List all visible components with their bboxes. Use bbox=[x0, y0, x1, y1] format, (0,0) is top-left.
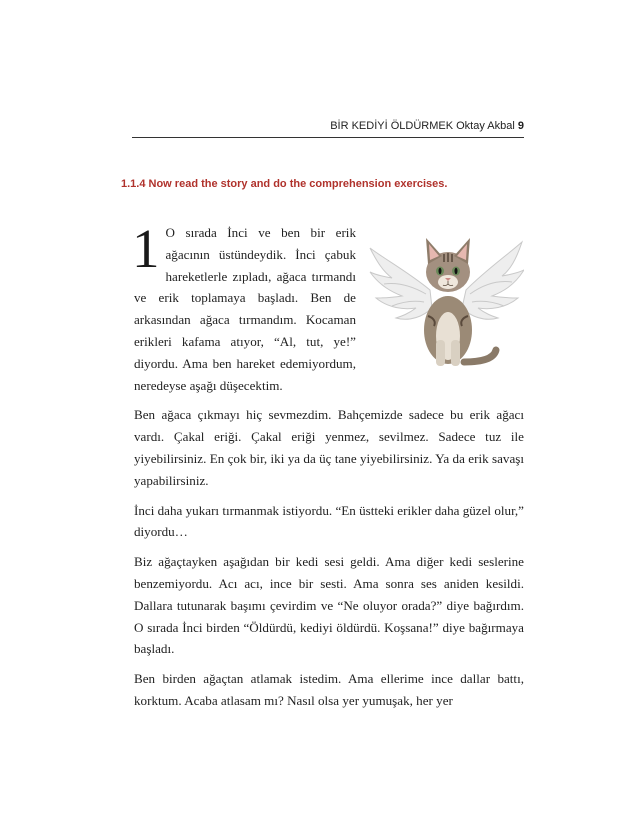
story-text bbox=[132, 218, 524, 720]
paragraph-3: İnci daha yukarı tırmanmak istiyordu. “En üstteki erikler daha güzel olur,” diyordu… bbox=[134, 502, 524, 540]
page-number: 9 bbox=[517, 120, 524, 132]
header-rule bbox=[132, 137, 524, 138]
section-heading: 1.1.4 Now read the story and do the comprehension exercises. bbox=[121, 178, 448, 190]
running-title: BİR KEDİYİ ÖLDÜRMEK Oktay Akbal bbox=[330, 120, 515, 132]
paragraph-1-text: O sırada İnci ve ben bir erik ağacının üstündeydik. İnci çabuk hareketlerle zıpladı, ağaca tırmandı ve erik toplamaya başladı. Ben de arkasından ağaca tırmandım. Kocaman erikleri kafama atıyor, “Al, tut, ye!” diyordu. Ama ben hareket edemiyordum, neredeyse aşağı düşecektim. bbox=[134, 225, 356, 393]
winged-cat-icon bbox=[368, 212, 524, 372]
drop-cap: 1 bbox=[132, 218, 160, 279]
paragraph-4: Biz ağaçtayken aşağıdan bir kedi sesi geldi. Ama diğer kedi seslerine benzemiyordu. Acı acı, ince bir sesti. Ama sonra ses aniden kesildi. Dallara tutunarak başımı çevirdim ve “Ne oluyor orada?” diye bağırdım. O sırada İnci birden “Öldürdü, kediyi öldürdü. Koşsana!” diye bağırmaya başladı. bbox=[134, 554, 524, 657]
paragraph-2: Ben ağaca çıkmayı hiç sevmezdim. Bahçemizde sadece bu erik ağacı vardı. Çakal eriği. Çakal eriği yenmez, sevilmez. Sadece tuz ile yiyebilirsiniz. En çok bir, iki ya da üç tane yiyebilirsiniz. Ya da erik savaşı yapabilirsiniz. bbox=[134, 407, 524, 488]
running-header bbox=[132, 120, 524, 132]
paragraph-5: Ben birden ağaçtan atlamak istedim. Ama ellerime ince dallar battı, korktum. Acaba atlasam mı? Nasıl olsa yer yumuşak, her yer bbox=[134, 671, 524, 708]
